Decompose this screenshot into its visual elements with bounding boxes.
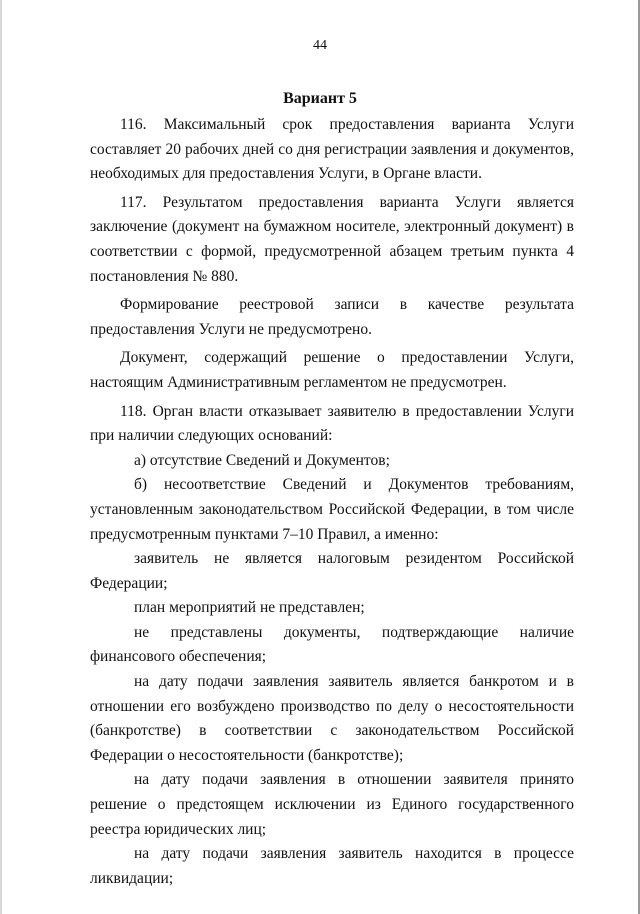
paragraph-registry-record: Формирование реестровой записи в качестве результата предоставления Услуги не предусмотрено. — [90, 296, 574, 338]
ground-not-tax-resident: заявитель не является налоговым резидентом Российской Федерации; — [90, 550, 574, 592]
paragraph-116: 116. Максимальный срок предоставления варианта Услуги составляет 20 рабочих дней со дня регистрации заявления и документов, необходимых для предоставления Услуги, в Органе власти. — [90, 116, 574, 183]
list-item-a: а) отсутствие Сведений и Документов; — [134, 451, 390, 469]
ground-liquidation: на дату подачи заявления заявитель находится в процессе ликвидации; — [90, 845, 574, 887]
ground-exclusion-from-register: на дату подачи заявления в отношении заявителя принято решение о предстоящем исключении из Единого государственного реестра юридических лиц; — [90, 771, 574, 838]
paragraph-118: 118. Орган власти отказывает заявителю в предоставлении Услуги при наличии следующих оснований: — [90, 402, 574, 445]
section-title: Вариант 5 — [283, 90, 357, 107]
ground-bankruptcy: на дату подачи заявления заявитель является банкротом и в отношении его возбуждено производство по делу о несостоятельности (банкротстве) в соответствии с законодательством Российской Федерации о несостоятельности (банкротстве); — [90, 673, 574, 764]
ground-no-action-plan: план мероприятий не представлен; — [134, 599, 365, 617]
paragraph-117: 117. Результатом предоставления варианта Услуги является заключение (документ на бумажном носителе, электронный документ) в соответствии с формой, предусмотренной абзацем третьим пункта 4 постановления № 880. — [90, 193, 574, 285]
paragraph-decision-document: Документ, содержащий решение о предоставлении Услуги, настоящим Административным регламентом не предусмотрен. — [90, 349, 574, 391]
ground-no-financial-documents: не представлены документы, подтверждающие наличие финансового обеспечения; — [90, 623, 574, 666]
page-number: 44 — [313, 38, 327, 53]
document-body — [90, 113, 574, 891]
list-item-b: б) несоответствие Сведений и Документов требованиям, установленным законодательством Российской Федерации, в том числе предусмотренным пунктами 7–10 Правил, а именно: — [90, 476, 574, 543]
